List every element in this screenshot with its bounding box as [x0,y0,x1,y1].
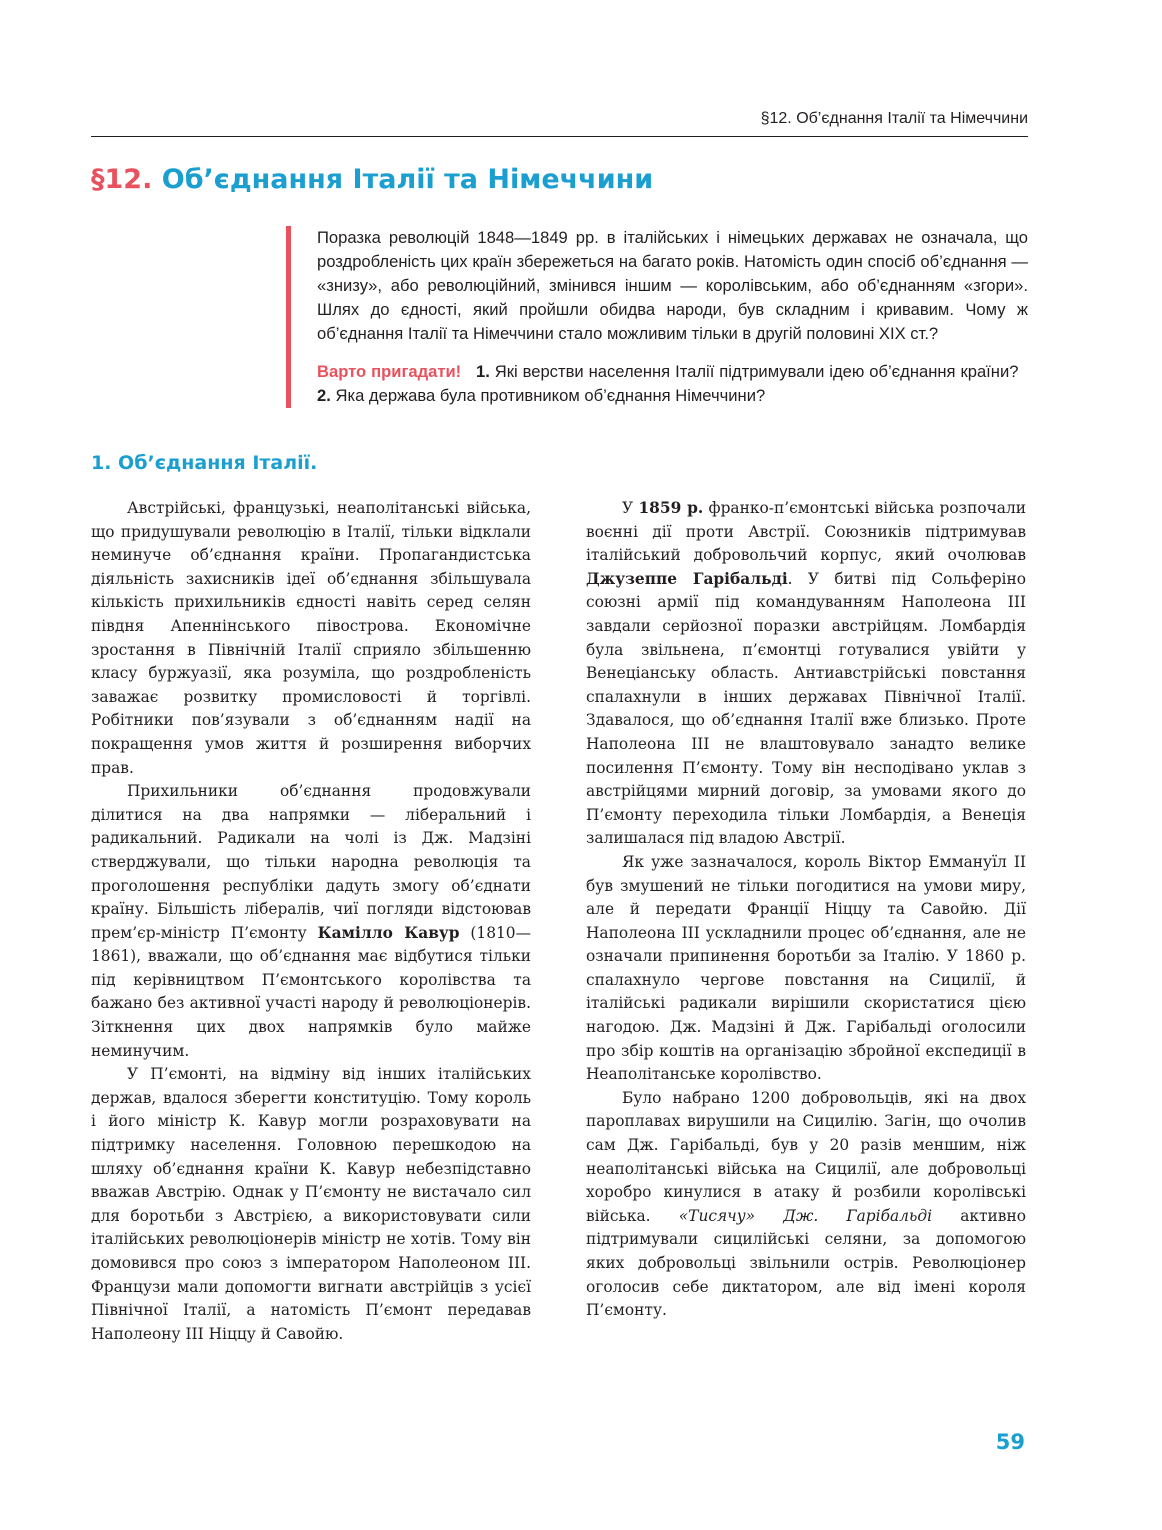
chapter-number: §12. [91,164,153,195]
left-paragraph-1: Австрійські, французькі, неаполітанські війська, що придушували революцію в Італії, тільки відклали неминуче об’єднання країни. Пропагандистська діяльність захисників ідеї об’єднання збільшувала кількість прихильників єдності навіть серед селян півдня Апеннінського півострова. Економічне зростання в Північній Італії сприяло збільшенню класу буржуазії, яка розуміла, що роздробленість заважає розвитку промисловості й торгівлі. Робітники пов’язували з об’єднанням надії на покращення умов життя й розширення виборчих прав. [91,499,531,777]
recall-label: Варто пригадати! [317,362,462,381]
bold-name-cavour: Камілло Кавур [317,923,460,942]
left-column [91,497,531,1346]
bold-year-1859: 1859 р. [638,499,704,517]
recall-question-1: Які верстви населення Італії підтримували ідею об’єднання країни? [494,362,1019,381]
running-header: §12. Об’єднання Італії та Німеччини [760,110,1028,127]
right-paragraph-2: Як уже зазначалося, король Віктор Еммануїл II був змушений не тільки погодитися на умови миру, але й передати Франції Ніццу та Савойю. Дії Наполеона III ускладнили процес об’єднання, але не означали припинення боротьби за Італію. У 1860 р. спалахнуло чергове повстання на Сицилії, й італійські радикали вирішили скористатися цією нагодою. Дж. Мадзіні й Дж. Гарібальді оголосили про збір коштів на організацію збройної експедиції в Неаполітанське королівство. [586,852,1026,1084]
text-run: . У битві під Сольферіно союзні армії під командуванням Наполеона III завдали серйозної поразки австрійцям. Ломбардія була звільнена, п’ємонтці готувалися увійти у Венеціанську область. Антиавстрійські повстання спалахнули в інших державах Північної Італії. Здавалося, що об’єднання Італії вже близько. Проте Наполеона III не влаштовувало занадто велике посилення П’ємонту. Тому він несподівано уклав з австрійцями мирний договір, за умовами якого до П’ємонту переходила тільки Ломбардія, а Венеція залишалася під владою Австрії. [586,569,1026,848]
right-paragraph-1 [586,497,1026,851]
header-rule [91,136,1028,137]
text-run: (1810—1861), вважали, що об’єднання має відбутися тільки під керівництвом П’ємонтського королівства та бажано без активної участі народу й революціонерів. Зіткнення цих двох напрямків було майже неминучим. [91,923,531,1060]
text-run: Було набрано 1200 добровольців, які на двох пароплавах вирушили на Сицилію. Загін, що очолив сам Дж. Гарібальді, був у 20 разів меншим, ніж неаполітанські війська на Сицилії, але добровольці хоробро кинулися в атаку й розбили королівські війська. [586,1088,1026,1225]
section-title: 1. Об’єднання Італії. [91,452,318,474]
bold-name-garibaldi: Джузеппе Гарібальді [586,569,788,588]
recall-question-2: Яка держава була противником об’єднання Німеччини? [335,386,766,405]
page-number: 59 [995,1430,1025,1454]
text-run: Прихильники об’єднання продовжували ділитися на два напрямки — ліберальний і радикальний. Радикали на чолі із Дж. Мадзіні стверджували, що тільки народна революція та проголошення республіки дадуть змогу об’єднати країну. Більшість лібералів, чиї погляди відстоював прем’єр-міністр П’ємонту [91,782,531,942]
chapter-title-text: Об’єднання Італії та Німеччини [161,164,654,195]
text-run: У [622,499,639,517]
recall-question-1-number: 1. [475,362,490,381]
text-run: активно підтримували сицилійські селяни, за допомогою яких добровольці звільнили острів. Революціонер оголосив себе диктатором, але від імені короля П’ємонту. [586,1206,1026,1320]
left-paragraph-2 [91,780,531,1063]
right-column [586,497,1026,1323]
intro-block [286,226,1028,408]
italic-thousand: «Тисячу» Дж. Гарібальді [678,1206,933,1225]
intro-paragraph: Поразка революцій 1848—1849 рр. в італійських і німецьких державах не означала, що роздробленість цих країн збережеться на багато років. Натомість один спосіб об’єднання — «знизу», або революційний, змінився іншим — королівським, або об’єднанням «згори». Шлях до єдності, який пройшли обидва народи, був складним і кривавим. Чому ж об’єднання Італії та Німеччини стало можливим тільки в другій половині XIX ст.? [317,228,1028,343]
chapter-title [91,164,1031,195]
right-paragraph-3 [586,1087,1026,1323]
recall-block [317,360,1028,408]
recall-question-2-number: 2. [317,386,331,405]
left-paragraph-3: У П’ємонті, на відміну від інших італійських держав, вдалося зберегти конституцію. Тому король і його міністр К. Кавур могли розраховувати на підтримку населення. Головною перешкодою на шляху об’єднання країни К. Кавур небезпідставно вважав Австрію. Однак у П’ємонту не вистачало сил для боротьби з Австрією, а використовувати сили італійських революціонерів міністр не хотів. Тому він домовився про союз з імператором Наполеоном III. Французи мали допомогти вигнати австрійців з усієї Північної Італії, а натомість П’ємонт передавав Наполеону III Ніццу й Савойю. [91,1065,531,1343]
text-run: франко-п’ємонтські війська розпочали воєнні дії проти Австрії. Союзників підтримував італійський добровольчий корпус, який очолював [586,499,1026,565]
